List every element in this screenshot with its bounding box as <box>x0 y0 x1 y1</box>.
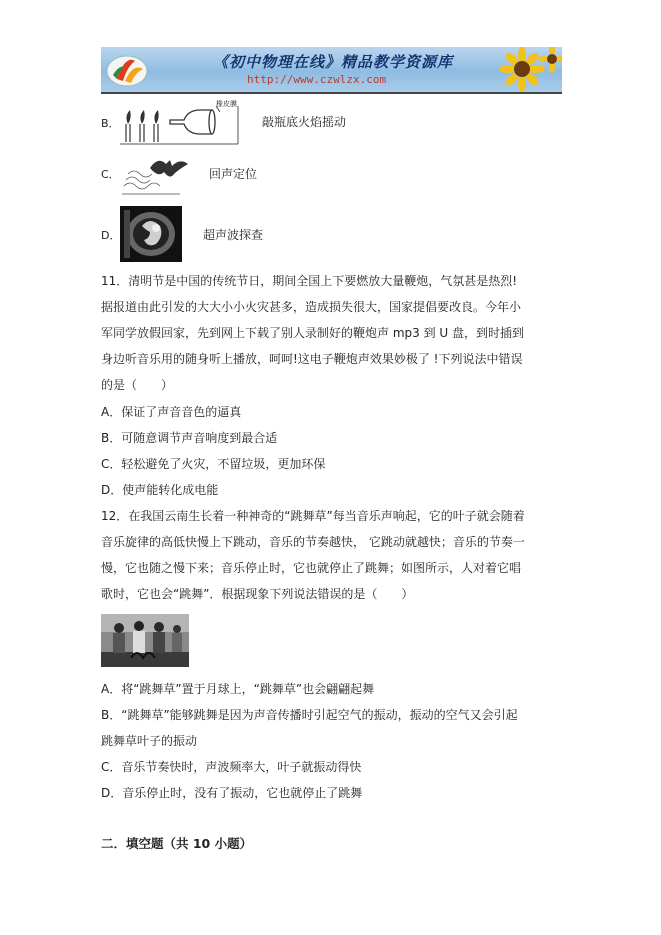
option-letter-b: B． <box>101 117 120 130</box>
q11-option-b: B．可随意调节声音响度到最合适 <box>101 431 278 445</box>
q12-option-b-line-2: 跳舞草叶子的振动 <box>101 734 198 748</box>
q12-option-b-line-1: B．“跳舞草”能够跳舞是因为声音传播时引起空气的振动，振动的空气又会引起 <box>101 708 518 722</box>
q11-option-c: C．轻松避免了火灾，不留垃圾，更加环保 <box>101 457 326 471</box>
q12-line-1: 12．在我国云南生长着一种神奇的“跳舞草”每当音乐声响起，它的叶子就会随着 <box>101 509 525 523</box>
banner-title: 《初中物理在线》精品教学资源库 <box>213 53 454 71</box>
q12-line-2: 音乐旋律的高低快慢上下跳动，音乐的节奏越快， 它跳动就越快；音乐的节奏一 <box>101 535 525 549</box>
q11-option-d: D．使声能转化成电能 <box>101 483 219 497</box>
bat-echolocation-image <box>120 150 190 196</box>
banner-url: http://www.czwlzx.com <box>247 73 387 86</box>
rubber-membrane-label: 橡皮膜 <box>216 100 237 108</box>
option-letter-c: C． <box>101 168 120 181</box>
q11-line-1: 11．清明节是中国的传统节日，期间全国上下要燃放大量鞭炮，气氛甚是热烈! <box>101 274 518 288</box>
option-c-text: 回声定位 <box>209 167 258 181</box>
option-letter-d: D． <box>101 229 121 242</box>
bottle-candle-diagram <box>120 100 240 146</box>
option-d-text: 超声波探查 <box>203 228 264 242</box>
q12-line-3: 慢，它也随之慢下来；音乐停止时，它也就停止了跳舞；如图所示，人对着它唱 <box>101 561 522 575</box>
q12-option-d: D．音乐停止时，没有了振动，它也就停止了跳舞 <box>101 786 363 800</box>
q12-option-a: A．将“跳舞草”置于月球上，“跳舞草”也会翩翩起舞 <box>101 682 375 696</box>
option-b-text: 敲瓶底火焰摇动 <box>262 115 347 129</box>
q11-line-4: 身边听音乐用的随身听上播放，呵呵!这电子鞭炮声效果妙极了 !下列说法中错误 <box>101 352 523 366</box>
header-banner <box>101 47 562 94</box>
q11-line-5: 的是（ ） <box>101 378 174 392</box>
sunflower-icon <box>482 47 562 92</box>
q11-line-2: 据报道由此引发的大大小小火灾甚多，造成损失很大，国家提倡要改良。今年小 <box>101 300 522 314</box>
dancing-grass-photo <box>101 614 189 667</box>
q12-line-4: 歌时，它也会“跳舞”．根据现象下列说法错误的是（ ） <box>101 587 414 601</box>
ultrasound-image <box>120 206 182 262</box>
q11-option-a: A．保证了声音音色的逼真 <box>101 405 242 419</box>
q11-line-3: 军同学放假回家，先到网上下载了别人录制好的鞭炮声 mp3 到 U 盘，到时插到 <box>101 326 524 340</box>
section-heading-fill-in: 二．填空题（共 10 小题） <box>101 836 253 851</box>
site-logo-icon <box>105 49 151 89</box>
q12-option-c: C．音乐节奏快时，声波频率大，叶子就振动得快 <box>101 760 362 774</box>
